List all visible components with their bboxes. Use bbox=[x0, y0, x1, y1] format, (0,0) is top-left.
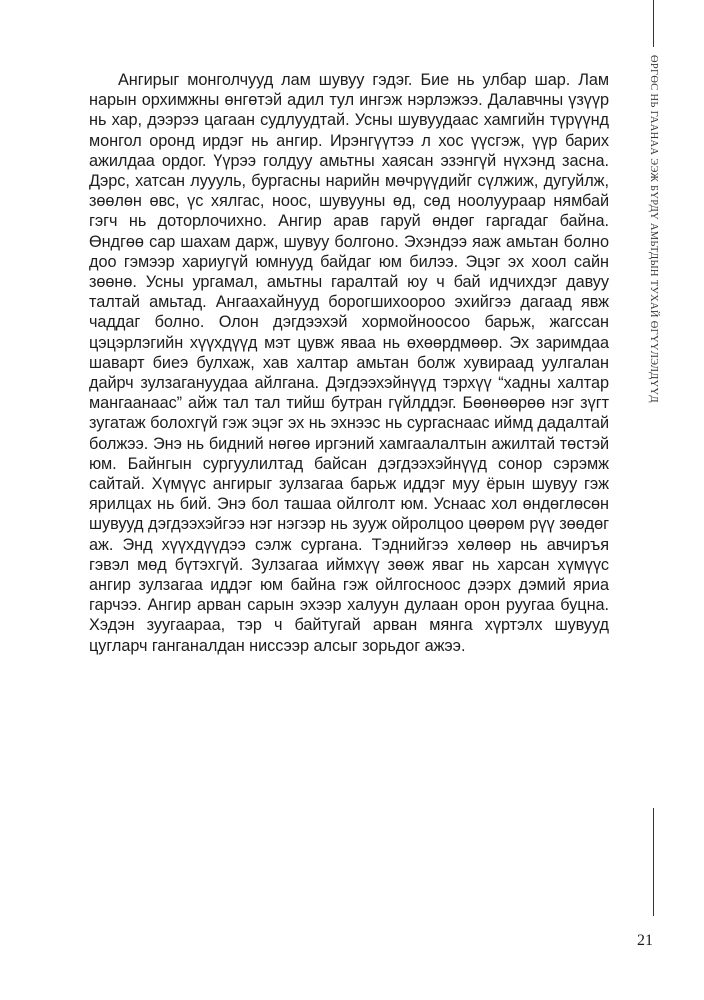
running-head-text: ӨРГӨС НЬ ГААНАА ЭЭЖ БҮРДҮ АМЬТДЫН ТУХАЙ ӨГҮҮЛЭЛДҮҮД bbox=[648, 55, 659, 403]
margin-rule-bottom bbox=[653, 808, 654, 916]
margin-rule-top bbox=[653, 0, 654, 47]
page-number: 21 bbox=[637, 932, 653, 949]
body-paragraph: Ангирыг монголчууд лам шувуу гэдэг. Бие нь улбар шар. Лам нарын орхимжны өнгөтэй адил тул ингэж нэрлэжээ. Далавчны үзүүр нь хар, дээрээ цагаан судлуудтай. Усны шувуудаас хамгийн түрүүнд монгол оронд ирдэг нь ангир. Ирэнгүүтээ л хос үүсгэж, үүр барих ажилдаа ордог. Үүрээ голдуу амьтны хаясан эзэнгүй нүхэнд засна. Дэрс, хатсан луууль, бургасны нарийн мөчрүүдийг сүлжиж, дугуйлж, зөөлөн өвс, үс хялгас, ноос, шувууны өд, сөд ноолуураар нямбай гэгч нь доторлочихно. Ангир арав гаруй өндөг гаргадаг байна. Өндгөө сар шахам дарж, шувуу болгоно. Эхэндээ яаж амьтан болно доо гэмээр хариугүй юмнууд байдаг юм билээ. Эцэг эх хоол сайн зөөнө. Усны ургамал, амьтны гаралтай юу ч бай идчихдэг давуу талтай амьтад. Ангаахайнууд борогшихоороо эхийгээ дагаад явж чаддаг болно. Олон дэгдээхэй хормойноосоо барьж, жагссан цэцэрлэгийн хүүхдүүд мэт цувж яваа нь өхөөрдмөөр. Эх заримдаа шаварт биеэ булхаж, хав халтар амьтан болж хувираад уулгалан дайрч зулзагануудаа айлгана. Дэгдээхэйнүүд тэрхүү “хадны халтар мангаанаас” айж тал тал тийш бутран гүйлддэг. Бөөнөөрөө нэг зүгт зугатаж болохгүй гэж эцэг эх нь эхнээс нь сургаснаас иймд дадалтай болжээ. Энэ нь бидний нөгөө иргэний хамгаалалтын ажилтай төстэй юм. Байнгын сургуулилтад байсан дэгдээхэйнүүд сонор сэрэмж сайтай. Хүмүүс ангирыг зулзагаа барьж иддэг муу ёрын шувуу гэж ярилцах нь бий. Энэ бол ташаа ойлголт юм. Уснаас хол өндөглөсөн шувууд дэгдээхэйгээ нэг нэгээр нь зууж ойролцоо цөөрөм рүү зөөдөг аж. Энд хүүхдүүдээ сэлж сургана. Тэднийгээ хөлөөр нь авчиръя гэвэл мөд бүтэхгүй. Зулзагаа иймхүү зөөж яваг нь харсан хүмүүс ангир зулзагаа иддэг юм байна гэж ойлгосноос дээрх дэмий яриа гарчээ. Ангир арван сарын эхээр халуун дулаан орон руугаа буцна. Хэдэн зуугаараа, тэр ч байтугай арван мянга хүртэлх шувууд цугларч ганганалдан ниссээр алсыг зорьдог ажээ. bbox=[89, 71, 609, 655]
